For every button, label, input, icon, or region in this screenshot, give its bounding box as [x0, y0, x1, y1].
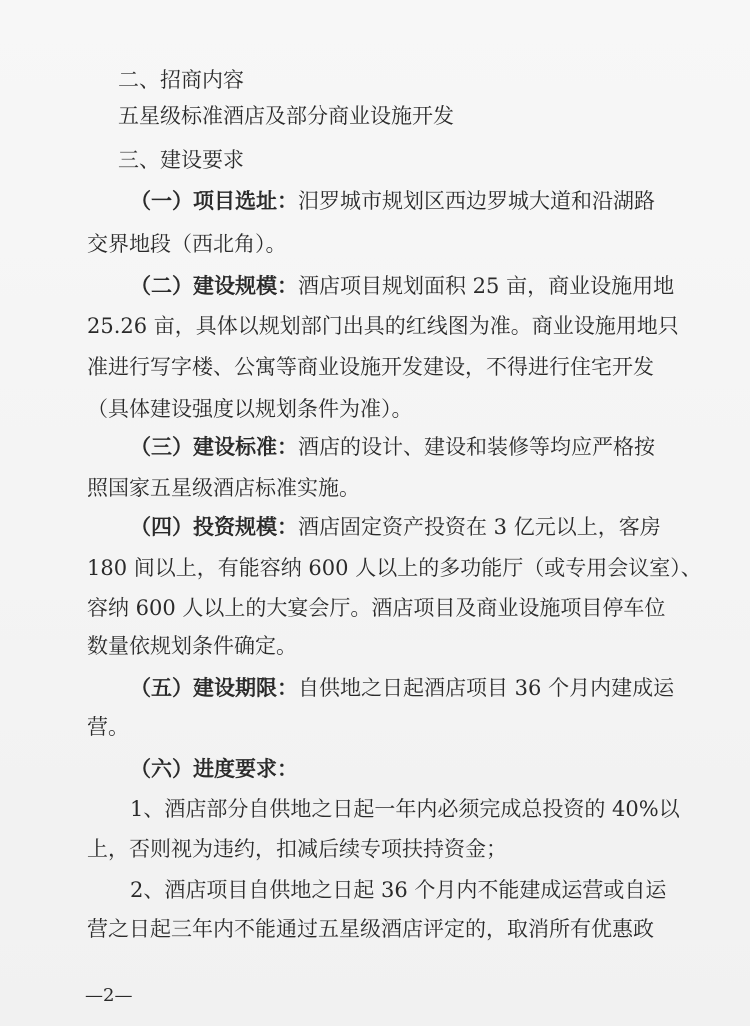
- paragraph-line: 五星级标准酒店及部分商业设施开发: [118, 104, 454, 128]
- paragraph-line: 照国家五星级酒店标准实施。: [87, 476, 360, 500]
- paragraph-line: [130, 187, 750, 215]
- paragraph-line: 180 间以上，有能容纳 600 人以上的多功能厅（或专用会议室）、: [87, 556, 702, 580]
- paragraph-line: [130, 272, 750, 300]
- item-label: （三）建设标准：: [130, 434, 298, 459]
- paragraph-line: 营。: [87, 715, 129, 739]
- item-text: 汨罗城市规划区西边罗城大道和沿湖路: [298, 189, 655, 213]
- item-label: （四）投资规模：: [130, 514, 298, 539]
- item-text: 酒店固定资产投资在 3 亿元以上，客房: [298, 515, 661, 539]
- paragraph-line: 营之日起三年内不能通过五星级酒店评定的，取消所有优惠政: [87, 917, 654, 941]
- item-label: （五）建设期限：: [130, 675, 298, 700]
- item-label: （二）建设规模：: [130, 273, 298, 298]
- section-heading-3: 三、建设要求: [118, 148, 244, 172]
- paragraph-line: [130, 513, 750, 541]
- item-label: （一）项目选址：: [130, 188, 298, 213]
- paragraph-line: 准进行写字楼、公寓等商业设施开发建设，不得进行住宅开发: [87, 355, 654, 379]
- item-text: 酒店项目规划面积 25 亩，商业设施用地: [298, 274, 675, 298]
- paragraph-line: 上，否则视为违约，扣减后续专项扶持资金；: [87, 837, 507, 861]
- paragraph-line: [130, 433, 750, 461]
- paragraph-line: 2、酒店项目自供地之日起 36 个月内不能建成运营或自运: [130, 878, 667, 902]
- paragraph-line: 数量依规划条件确定。: [87, 634, 297, 658]
- paragraph-line: （具体建设强度以规划条件为准）。: [87, 397, 413, 421]
- paragraph-line: 25.26 亩，具体以规划部门出具的红线图为准。商业设施用地只: [87, 314, 679, 338]
- section-heading-2: 二、招商内容: [118, 68, 244, 92]
- item-text: 酒店的设计、建设和装修等均应严格按: [298, 435, 655, 459]
- paragraph-line: 交界地段（西北角）。: [87, 232, 287, 256]
- paragraph-line: 容纳 600 人以上的大宴会厅。酒店项目及商业设施项目停车位: [87, 596, 666, 620]
- paragraph-line: 1、酒店部分自供地之日起一年内必须完成总投资的 40%以: [130, 797, 680, 821]
- item-text: 自供地之日起酒店项目 36 个月内建成运: [298, 676, 675, 700]
- paragraph-line: [130, 674, 750, 702]
- page-number: —2—: [85, 985, 133, 1006]
- item-label: （六）进度要求：: [130, 756, 298, 781]
